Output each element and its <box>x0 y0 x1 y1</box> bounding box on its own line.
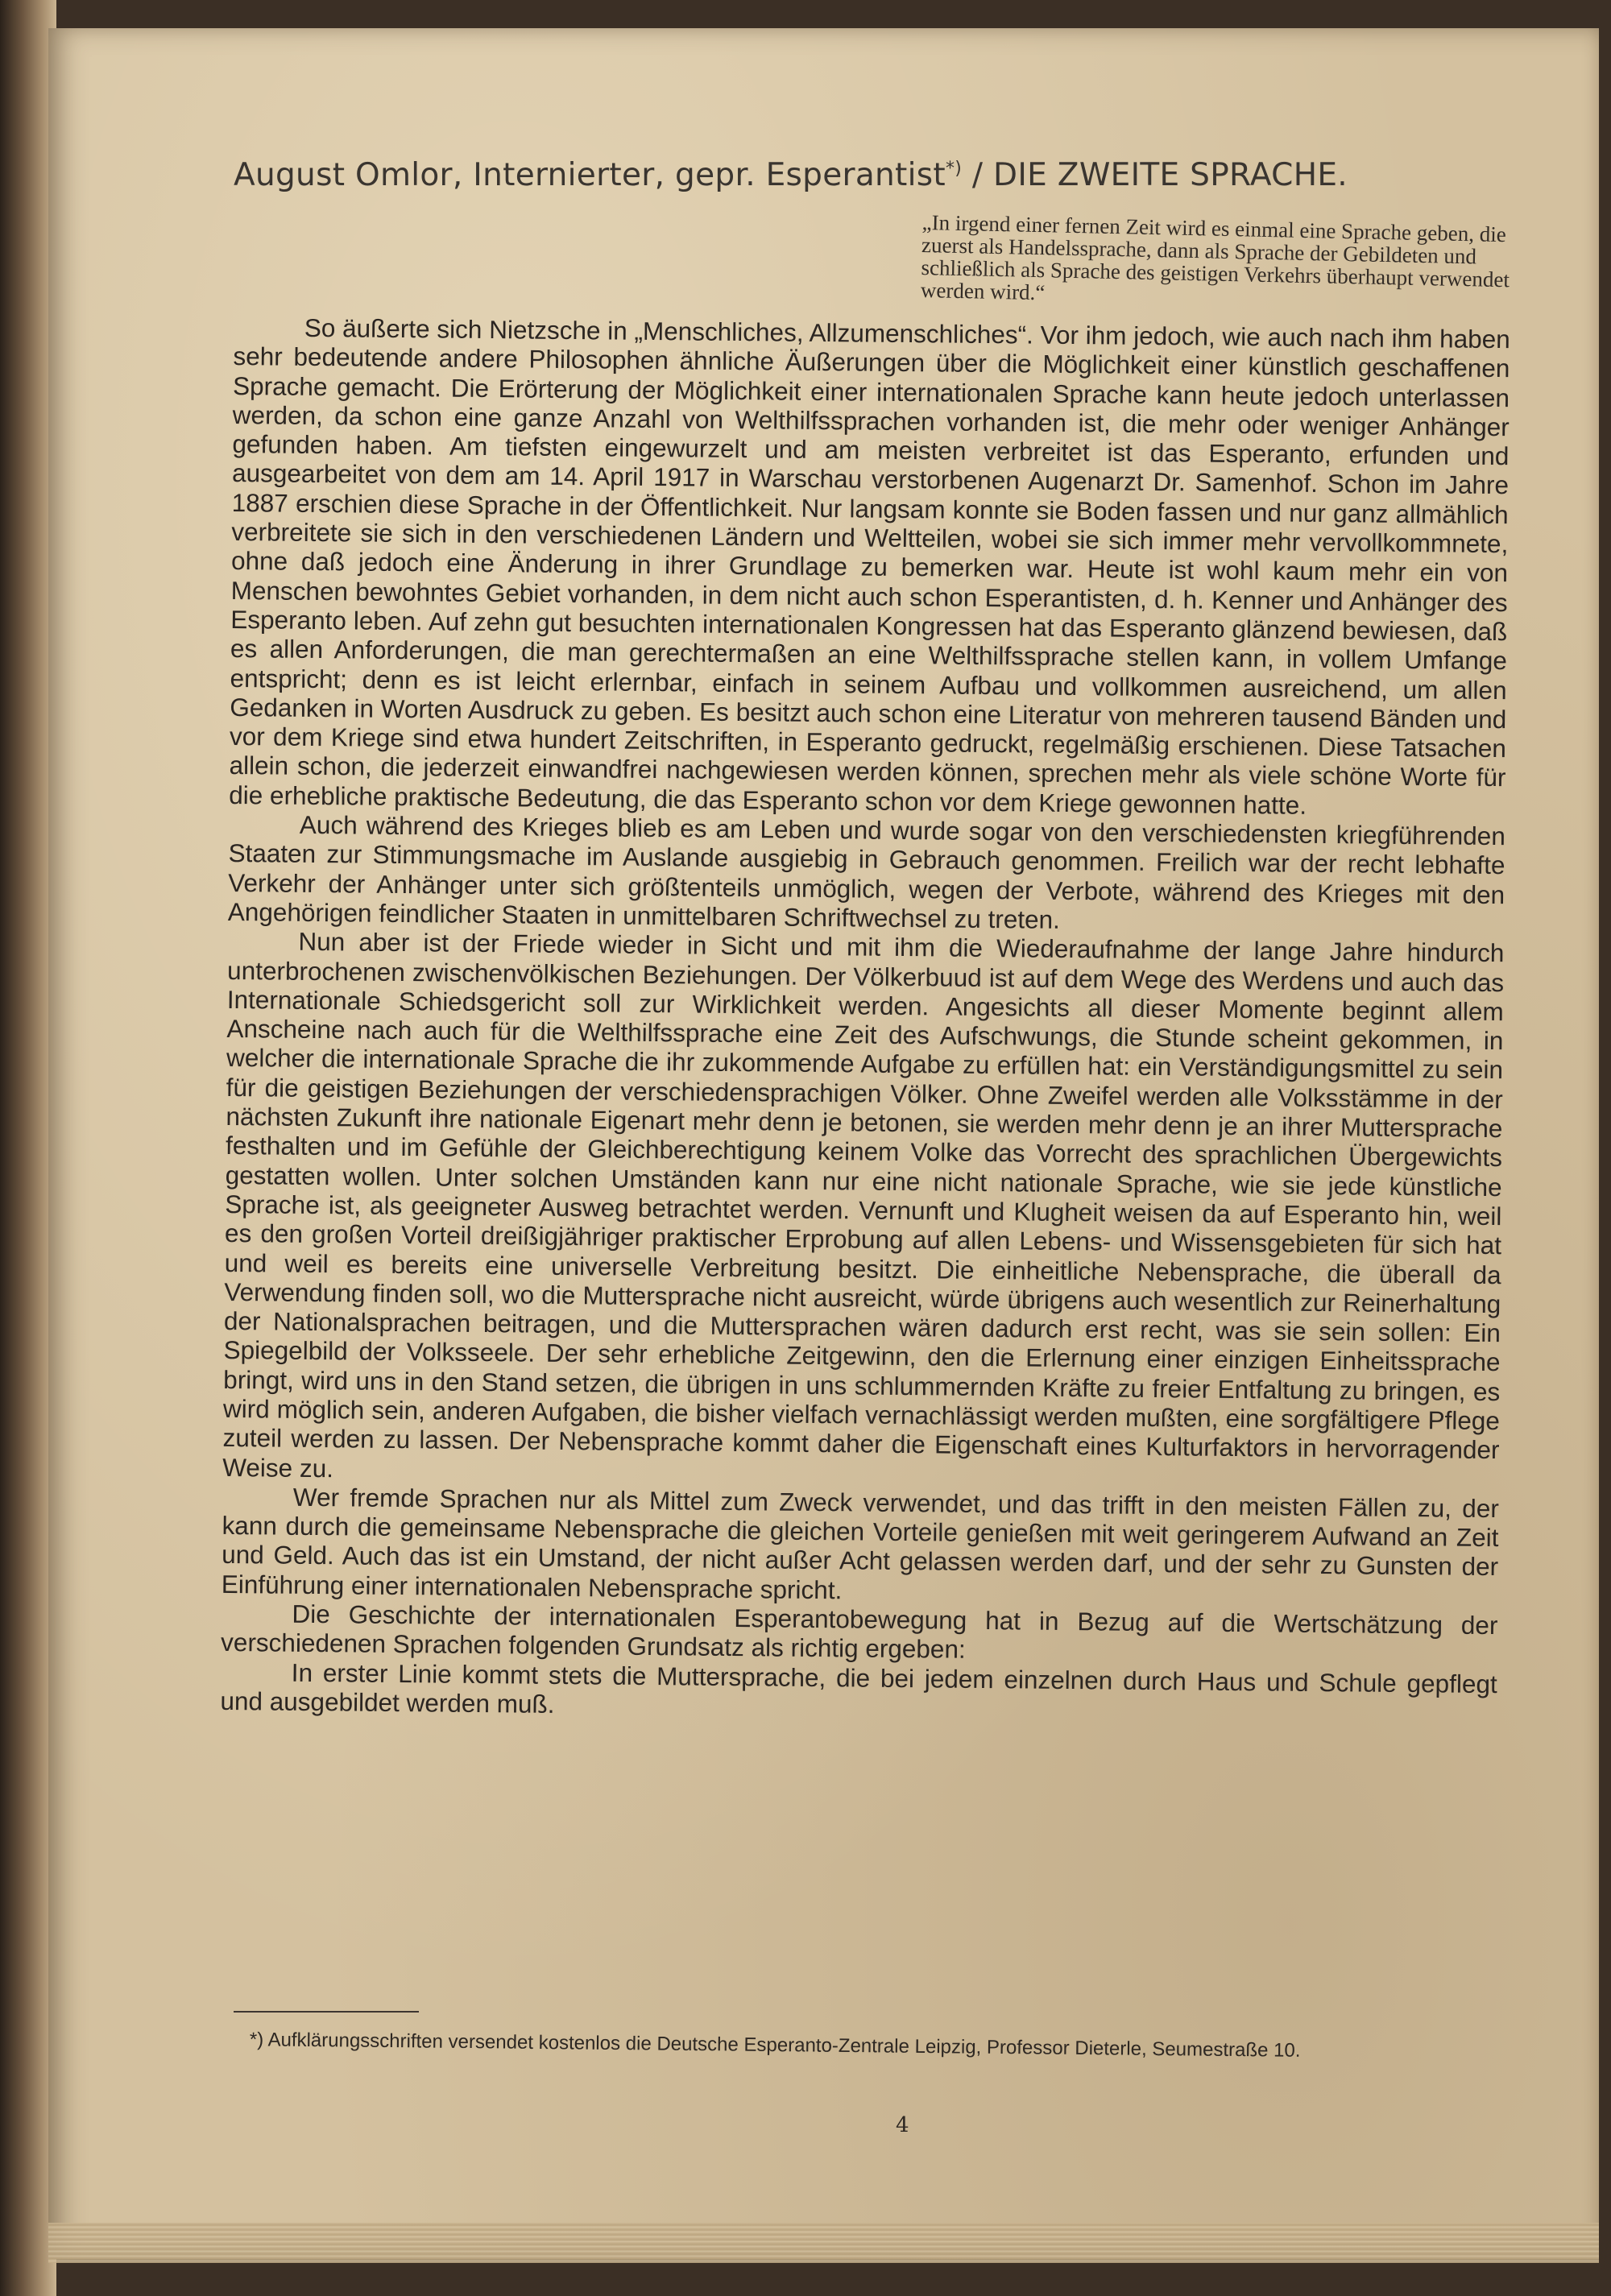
paragraph: Wer fremde Sprachen nur als Mittel zum Zweck verwendet, und das trifft in den meisten Fällen zu, der kann durch die gemeinsame Nebensprache die gleichen Vorteile genießen mit weit geringerem Aufwand an Zeit und Geld. Auch das ist ein Umstand, der nicht außer Acht gelassen werden darf, und der sehr zu Gunsten der Einführung einer internationalen Nebensprache spricht. <box>221 1482 1499 1605</box>
footnote-marker: *) <box>946 159 963 179</box>
motto-quote: „In irgend einer fernen Zeit wird es einmal eine Sprache geben, die zuerst als Handelssprache, dann als Sprache der Gebildeten und schließlich als Sprache des geistigen Verkehrs überhaupt verwendet werden wird.“ <box>920 210 1510 305</box>
footnote-divider <box>234 2011 419 2013</box>
author-line: August Omlor, Internierter, gepr. Esperantist <box>234 157 946 193</box>
page-stack-edge <box>48 2223 1599 2263</box>
paragraph: In erster Linie kommt stets die Muttersprache, die bei jedem einzelnen durch Haus und Schule gepflegt und ausgebildet werden muß. <box>220 1657 1497 1719</box>
paragraph: Die Geschichte der internationalen Esperantobewegung hat in Bezug auf die Wertschätzung der verschiedenen Sprachen folgenden Grundsatz als richtig ergeben: <box>220 1599 1498 1665</box>
article-title: DIE ZWEITE SPRACHE. <box>993 157 1348 193</box>
page-number: 4 <box>896 2113 909 2137</box>
article-content <box>220 157 1539 1719</box>
footnote: *) Aufklärungsschriften versendet kostenlos die Deutsche Esperanto-Zentrale Leipzig, Professor Dieterle, Seumestraße 10. <box>249 2029 1301 2062</box>
paragraph: Nun aber ist der Friede wieder in Sicht und mit ihm die Wiederaufnahme der lange Jahre hindurch unterbrochenen zwischenvölkischen Beziehungen. Der Völkerbuud ist auf dem Wege des Werdens und auch das Internationale Schiedsgericht soll zur Wirklichkeit werden. Angesichts all dieser Momente beginnt allem Anscheine nach auch für die Welthilfssprache eine Zeit des Aufschwungs, die Stunde scheint gekommen, in welcher die internationale Sprache die ihr zukommende Aufgabe zu erfüllen hat: ein Verständigungsmittel zu sein für die geistigen Beziehungen der verschiedensprachigen Völker. Ohne Zweifel werden alle Volksstämme in der nächsten Zukunft ihre nationale Eigenart mehr denn je betonen, sie werden mehr denn je an ihrer Muttersprache festhalten und im Gefühle der Gleichberechtigung keinem Volke das Vorrecht des sprachlichen Übergewichts gestatten wollen. Unter solchen Umständen kann nur eine nicht nationale Sprache, wie sie jede künstliche Sprache ist, als geeigneter Ausweg betrachtet werden. Vernunft und Klugheit weisen da auf Esperanto hin, weil es den großen Vorteil dreißigjähriger praktischer Erprobung auf allen Lebens- und Wissensgebieten für sich hat und weil es bereits eine universelle Verbreitung besitzt. Die einheitliche Nebensprache, die überall da Verwendung finden soll, wo die Muttersprache nicht ausreicht, würde übrigens auch wesentlich zur Reinerhaltung der Nationalsprachen beitragen, und die Muttersprachen wären dadurch erst recht, was sie sein sollen: Ein Spiegelbild der Volksseele. Der sehr erhebliche Zeitgewinn, den die Erlernung einer einzigen Einheitssprache bringt, wird uns in den Stand setzen, die übrigen in uns schlummernden Kräfte zu freier Entfaltung zu bringen, es wird möglich sein, anderen Aufgaben, die bisher vielfach vernachlässigt werden mußten, eine sorgfältigere Pflege zuteil werden zu lassen. Der Nebensprache kommt daher die Eigenschaft eines Kulturfaktors in hervorragender Weise zu. <box>222 927 1505 1483</box>
article-body <box>220 312 1510 1727</box>
paragraph: So äußerte sich Nietzsche in „Menschliches, Allzumenschliches“. Vor ihm jedoch, wie auch nach ihm haben sehr bedeutende andere Philosophen ähnliche Äußerungen über die Möglichkeit einer künstlich geschaffenen Sprache gemacht. Die Erörterung der Möglichkeit einer internationalen Sprache kann heute jedoch unterlassen werden, da schon eine ganze Anzahl von Welthilfssprachen vorhanden ist, die mehr oder weniger Anhänger gefunden haben. Am tiefsten eingewurzelt und am meisten verbreitet ist das Esperanto, erfunden und ausgearbeitet von dem am 14. April 1917 in Warschau verstorbenen Augenarzt Dr. Samenhof. Schon im Jahre 1887 erschien diese Sprache in der Öffentlichkeit. Nur langsam konnte sie Boden fassen und nur ganz allmählich verbreitete sie sich in den verschiedenen Ländern und Weltteilen, wobei sie sich immer mehr vervollkommnete, ohne daß jedoch eine Änderung in ihrer Grundlage zu bemerken war. Heute ist wohl kaum mehr ein von Menschen bewohntes Gebiet vorhanden, in dem nicht auch schon Esperantisten, d. h. Kenner und Anhänger des Esperanto leben. Auf zehn gut besuchten internationalen Kongressen hat das Esperanto glänzend bewiesen, daß es allen Anforderungen, die man gerechtermaßen an eine Welthilfssprache stellen kann, in vollem Umfange entspricht; denn es ist leicht erlernbar, einfach in seinem Aufbau und vollkommen ausreichend, um allen Gedanken in Worten Ausdruck zu geben. Es besitzt auch schon eine Literatur von mehreren tausend Bänden und vor dem Kriege sind etwa hundert Zeitschriften, in Esperanto gedruckt, regelmäßig erschienen. Diese Tatsachen allein schon, die jederzeit einwandfrei nachgewiesen werden können, sprechen mehr als viele schöne Worte für die erhebliche praktische Bedeutung, die das Esperanto schon vor dem Kriege gewonnen hatte. <box>229 312 1510 820</box>
paragraph: Auch während des Krieges blieb es am Leben und wurde sogar von den verschiedensten kriegführenden Staaten zur Stimmungsmache im Auslande ausgiebig in Gebrauch genommen. Freilich war der recht lebhafte Verkehr der Anhänger unter sich größtenteils unmöglich, wegen der Verbote, während des Krieges mit den Angehörigen feindlicher Staaten in unmittelbaren Schriftwechsel zu treten. <box>227 809 1506 934</box>
title-separator: / <box>962 157 994 193</box>
article-headline <box>234 157 1539 193</box>
